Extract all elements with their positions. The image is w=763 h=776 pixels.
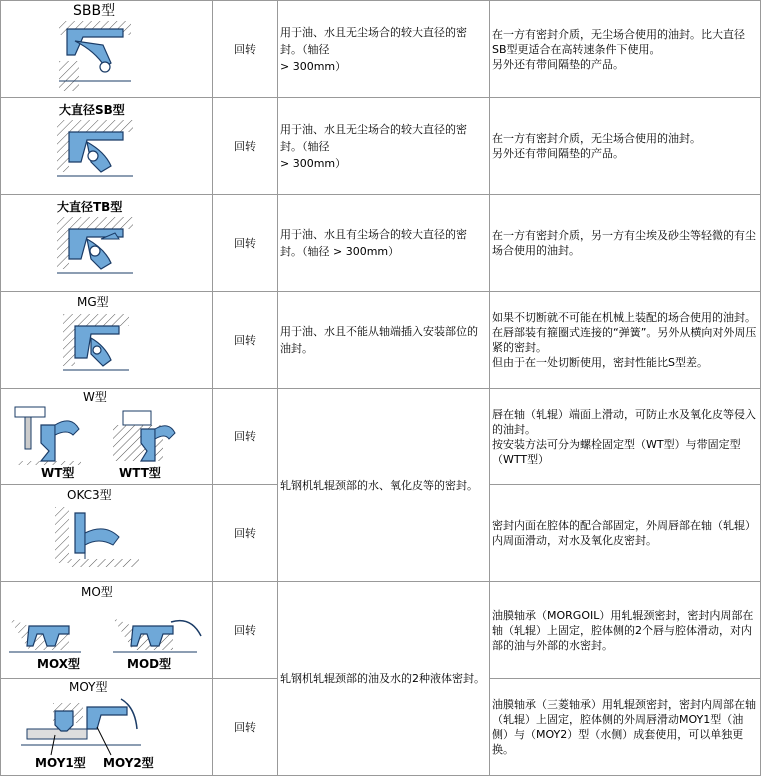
figure-cell — [1, 485, 213, 582]
use-text: 用于油、水且无尘场合的较大直径的密封。（轴径 — [280, 25, 467, 56]
moy-seal-figure — [1, 679, 212, 771]
desc-text: 在一方有密封介质，无尘场合使用的油封。 — [492, 132, 701, 145]
model-label: W型 — [83, 390, 107, 404]
figure-cell — [1, 1, 213, 98]
mo-seal-figure — [1, 582, 212, 674]
figure-cell — [1, 195, 213, 292]
motion-cell: 回转 — [213, 195, 278, 292]
desc-text: 在一方有密封介质，无尘场合使用的油封。比大直径SB型更适合在高转速条件下使用。 — [492, 27, 745, 56]
desc-cell — [490, 1, 761, 98]
model-label: 大直径SB型 — [59, 103, 125, 117]
desc-text: 油膜轴承（三菱轴承）用轧辊颈密封，密封内周部在轴（轧辊）上固定，腔体侧的外周唇滑动MOY1型（油侧）与（MOY2）型（水侧）成套使用，可以单独更换。 — [492, 698, 756, 756]
use-cell — [278, 195, 490, 292]
table-row — [1, 292, 761, 389]
model-label: MOY型 — [69, 680, 108, 694]
use-text: 轧钢机轧辊颈部的油及水的2种液体密封。 — [280, 672, 485, 685]
motion-cell: 回转 — [213, 485, 278, 582]
sbb-seal-figure — [1, 1, 212, 93]
table-row — [1, 98, 761, 195]
use-text: 用于油、水且有尘场合的较大直径的密封。（轴径 > 300mm） — [280, 228, 467, 258]
desc-cell — [490, 292, 761, 389]
use-cell-merged — [278, 389, 490, 582]
desc-cell — [490, 679, 761, 776]
model-label: OKC3型 — [67, 488, 112, 502]
desc-cell — [490, 582, 761, 679]
tb-seal-figure — [1, 195, 212, 287]
sub-label: WTT型 — [119, 466, 161, 480]
desc-cell — [490, 98, 761, 195]
motion-cell: 回转 — [213, 1, 278, 98]
table-row — [1, 389, 761, 485]
desc-text: 在一方有密封介质，另一方有尘埃及砂尘等轻微的有尘场合使用的油封。 — [492, 229, 756, 257]
table-row — [1, 195, 761, 292]
use-text: 轧钢机轧辊颈部的水、氧化皮等的密封。 — [280, 478, 478, 492]
table-row — [1, 582, 761, 679]
desc-text: 按安装方法可分为螺栓固定型（WT型）与带固定型（WTT型） — [492, 437, 741, 466]
desc-cell — [490, 389, 761, 485]
w-seal-figure — [1, 389, 212, 480]
sub-label: MOX型 — [37, 657, 80, 671]
motion-cell: 回转 — [213, 679, 278, 776]
sub-label: WT型 — [41, 466, 75, 480]
use-cell — [278, 98, 490, 195]
desc-cell — [490, 195, 761, 292]
figure-cell — [1, 679, 213, 776]
okc3-seal-figure — [1, 485, 212, 577]
use-text: 用于油、水且不能从轴端插入安装部位的油封。 — [280, 325, 478, 355]
desc-text: 密封内面在腔体的配合部固定，外周唇部在轴（轧辊）内周面滑动，对水及氧化皮密封。 — [492, 519, 756, 547]
desc-text: 唇在轴（轧辊）端面上滑动，可防止水及氧化皮等侵入的油封。 — [492, 407, 756, 436]
use-text: 用于油、水且无尘场合的较大直径的密封。（轴径 — [280, 122, 467, 153]
sub-label: MOD型 — [127, 657, 172, 671]
use-cell-merged — [278, 582, 490, 776]
table-row — [1, 1, 761, 98]
motion-cell: 回转 — [213, 582, 278, 679]
figure-cell — [1, 582, 213, 679]
figure-cell — [1, 389, 213, 485]
motion-cell: 回转 — [213, 98, 278, 195]
model-label: SBB型 — [73, 3, 116, 19]
figure-cell — [1, 98, 213, 195]
desc-text: 另外还有带间隔垫的产品。 — [492, 147, 624, 160]
sb-seal-figure — [1, 98, 212, 190]
desc-text: 油膜轴承（MORGOIL）用轧辊颈密封，密封内周部在轴（轧辊）上固定，腔体侧的2个唇与腔体滑动，对内部的油与外部的水密封。 — [492, 608, 754, 652]
use-text: > 300mm） — [280, 156, 347, 170]
use-cell — [278, 292, 490, 389]
sub-label: MOY2型 — [103, 756, 154, 770]
use-text: > 300mm） — [280, 59, 347, 73]
model-label: MG型 — [77, 295, 109, 309]
desc-text: 但由于在一处切断使用，密封性能比S型差。 — [492, 356, 708, 369]
desc-text: 另外还有带间隔垫的产品。 — [492, 57, 624, 71]
motion-cell: 回转 — [213, 292, 278, 389]
figure-cell — [1, 292, 213, 389]
model-label: MO型 — [81, 585, 113, 599]
use-cell — [278, 1, 490, 98]
desc-text: 如果不切断就不可能在机械上装配的场合使用的油封。在唇部装有箍圈式连接的“弹簧”。另外从横向对外周压紧的密封。 — [492, 311, 757, 354]
mg-seal-figure — [1, 292, 212, 384]
model-label: 大直径TB型 — [57, 200, 123, 214]
motion-cell: 回转 — [213, 389, 278, 485]
desc-cell — [490, 485, 761, 582]
sub-label: MOY1型 — [35, 756, 86, 770]
